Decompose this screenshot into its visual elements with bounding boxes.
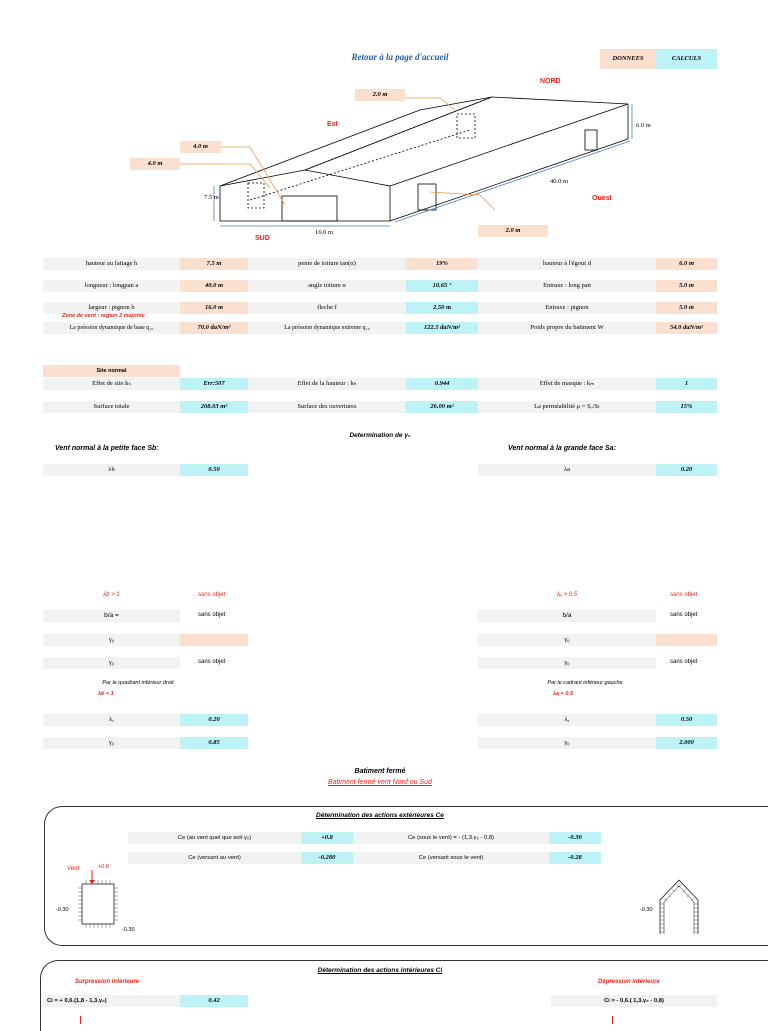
gable-section-diagram xyxy=(652,874,706,938)
height-left: 7.5 m xyxy=(204,194,219,201)
right-gamma1-value[interactable] xyxy=(656,634,717,646)
label-entraxe-long-pan: Entraxe : long pan xyxy=(478,280,656,292)
right-quadrant: Par le cadrant inférieur gauche xyxy=(547,680,623,686)
dim-bottom: 2.0 m xyxy=(478,225,548,237)
ci-arrow-right xyxy=(612,1016,613,1024)
height-right: 6.0 m xyxy=(636,122,651,129)
label-nord: NORD xyxy=(540,78,561,85)
ce-value-3: -0.280 xyxy=(301,852,353,864)
label-fleche: fleche f xyxy=(248,302,406,314)
ce-value-1: +0.8 xyxy=(301,832,353,844)
left-quadrant: Par le quadrant inférieur droit xyxy=(102,680,174,686)
value-largeur[interactable]: 16.0 m xyxy=(180,302,248,314)
vent-label: Vent xyxy=(67,866,80,872)
ci-depression-title: Dépression intérieure xyxy=(598,979,660,985)
label-effet-masque: Effet de masque : kₘ xyxy=(478,378,656,390)
value-pression-base[interactable]: 70.0 daN/m² xyxy=(180,322,248,334)
wind-plan-diagram xyxy=(72,870,132,934)
ce-minus030-left: -0.30 xyxy=(56,907,69,913)
label-poids-propre: Poids propre du batiment W xyxy=(478,322,656,334)
dim-left-1: 4.0 m xyxy=(180,141,221,153)
left-ba-result: sans objet xyxy=(198,612,226,618)
value-longueur[interactable]: 40.0 m xyxy=(180,280,248,292)
label-pente-toiture: pente de toiture tan(α) xyxy=(248,258,406,270)
label-largeur: largeur : pignon b xyxy=(43,302,180,314)
ci-title: Détermination des actions intérieures Ci xyxy=(317,967,443,974)
left-gamma1-value[interactable] xyxy=(180,634,248,646)
value-hauteur-egout[interactable]: 6.0 m xyxy=(656,258,717,270)
label-est: Est xyxy=(327,121,338,128)
left-lambda-value: 0.50 xyxy=(180,464,248,476)
right-section-title: Vent normal à la grande face Sa: xyxy=(508,445,616,452)
right-gamma3-label: γ₀ xyxy=(478,737,656,749)
left-gamma1-label: γ₀ xyxy=(43,634,180,646)
right-lambda-label: λa xyxy=(478,464,656,476)
value-entraxe-long-pan[interactable]: 5.0 m xyxy=(656,280,717,292)
dim-left-2: 4.0 m xyxy=(130,158,180,170)
label-pression-base: La préssion dynamique de base q₁₀ xyxy=(43,322,180,334)
donnees-button[interactable]: DONNEES xyxy=(600,49,656,69)
ci-value-left: 0.42 xyxy=(180,995,248,1007)
label-effet-site: Effet de site:kₛ xyxy=(43,378,180,390)
length-dim: 40.0 m xyxy=(550,178,569,185)
value-pression-extreme: 122.5 daN/m² xyxy=(406,322,478,334)
right-gamma2-label: γ₀ xyxy=(478,657,656,669)
dim-top: 2.0 m xyxy=(355,89,405,101)
label-entraxe-pignon: Entraxe : pignon xyxy=(478,302,656,314)
right-lambda2-value: 0.50 xyxy=(656,714,717,726)
left-cond-result: sans objet xyxy=(198,592,226,598)
label-longueur: longueur : longpan a xyxy=(43,280,180,292)
left-ba-label: b/a = xyxy=(43,610,180,622)
ce-label-3: Ce (versant au vent) xyxy=(128,852,301,864)
value-permeabilite: 15% xyxy=(656,401,717,413)
label-effet-hauteur: Effet de la hauteur : kₕ xyxy=(248,378,406,390)
ci-arrow-left xyxy=(80,1016,81,1024)
label-sud: SUD xyxy=(255,235,270,242)
right-cond2: λa < 0.5 xyxy=(553,691,574,697)
value-effet-masque: 1 xyxy=(656,378,717,390)
left-gamma3-label: γ₀ xyxy=(43,737,180,749)
calculs-button[interactable]: CALCULS xyxy=(656,49,717,69)
right-gamma3-value: 2.000 xyxy=(656,737,717,749)
left-gamma2-result: sans objet xyxy=(198,659,226,665)
ce-minus030-right: -0.30 xyxy=(640,907,653,913)
value-pente-toiture[interactable]: 19% xyxy=(406,258,478,270)
width-dim: 16.0 m xyxy=(315,229,334,236)
label-permeabilite: La perméabilité μ = Sₒ/Sₜ xyxy=(478,401,656,413)
label-hauteur-faitage: hauteur au faitage h xyxy=(43,258,180,270)
value-surface-totale: 208.03 m² xyxy=(180,401,248,413)
value-entraxe-pignon[interactable]: 5.0 m xyxy=(656,302,717,314)
batiment-title: Batiment fermé xyxy=(354,768,406,775)
ce-minus030-bottom: -0.30 xyxy=(122,927,135,933)
right-gamma2-result: sans objet xyxy=(670,659,698,665)
label-surface-totale: Surface totale xyxy=(43,401,180,413)
left-lambda2-label: λₐ xyxy=(43,714,180,726)
ce-plus08: +0.8 xyxy=(98,864,109,870)
value-hauteur-faitage[interactable]: 7.5 m xyxy=(180,258,248,270)
front-gable xyxy=(220,170,390,221)
ci-formula-right: Ci = - 0,6.( 1,3.γ₀ - 0,8) xyxy=(551,995,717,1007)
home-link[interactable]: Retour à la page d'accueil xyxy=(351,52,449,62)
label-pression-extreme: La préssion dynamique extreme q₁₀ xyxy=(248,322,406,334)
ci-surpression-title: Surpression intérieure xyxy=(75,979,140,985)
label-hauteur-egout: hauteur à l'égout d xyxy=(478,258,656,270)
left-cond: λb > 1 xyxy=(103,592,120,598)
label-surface-ouvertures: Surface des ouvertures xyxy=(248,401,406,413)
left-lambda2-value: 0.20 xyxy=(180,714,248,726)
batiment-subtitle-link[interactable]: Batiment fermé vent Nord ou Sud xyxy=(328,779,432,786)
right-ba-label: b/a xyxy=(478,610,656,622)
left-section-title: Vent normal à la petite face Sb: xyxy=(55,445,159,452)
value-effet-hauteur: 0.944 xyxy=(406,378,478,390)
left-gamma2-label: γ₀ xyxy=(43,657,180,669)
zone-note: Zone de vent : region 2 majorée xyxy=(62,313,145,319)
label-ouest: Ouest xyxy=(592,195,612,202)
right-ba-result: sans objet xyxy=(670,612,698,618)
right-gamma1-label: γ₀ xyxy=(478,634,656,646)
left-lambda-label: λb xyxy=(43,464,180,476)
gamma-title: Determination de γ₀ xyxy=(349,432,411,439)
right-lambda-value: 0.20 xyxy=(656,464,717,476)
right-lambda2-label: λₐ xyxy=(478,714,656,726)
ce-title: Détermination des actions extérieures Ce xyxy=(316,812,444,819)
ce-label-1: Ce (au vent quel que soit γ₀) xyxy=(128,832,301,844)
ce-label-2: Ce (sous le vent) = - (1,3.γ₀ - 0,8) xyxy=(353,832,549,844)
value-angle-toiture: 10.65 ° xyxy=(406,280,478,292)
value-effet-site: Err:507 xyxy=(180,378,248,390)
value-surface-ouvertures: 26.00 m² xyxy=(406,401,478,413)
site-normal[interactable]: Site normal xyxy=(43,365,180,377)
left-cond2: λb < 1 xyxy=(98,691,114,697)
label-angle-toiture: angle toiture α xyxy=(248,280,406,292)
ce-value-4: -0.28 xyxy=(549,852,601,864)
left-gamma3-value: 0.85 xyxy=(180,737,248,749)
right-cond: λₐ > 0,5 xyxy=(556,592,578,598)
ce-value-2: -0.30 xyxy=(549,832,601,844)
value-poids-propre[interactable]: 54.0 daN/m² xyxy=(656,322,717,334)
ci-formula-left: Ci = + 0,6.(1,8 - 1,3.γ₀) xyxy=(43,995,180,1007)
ce-label-4: Ce (versant sous le vent) xyxy=(353,852,549,864)
right-cond-result: sans objet xyxy=(670,592,698,598)
value-fleche: 2.50 m xyxy=(406,302,478,314)
